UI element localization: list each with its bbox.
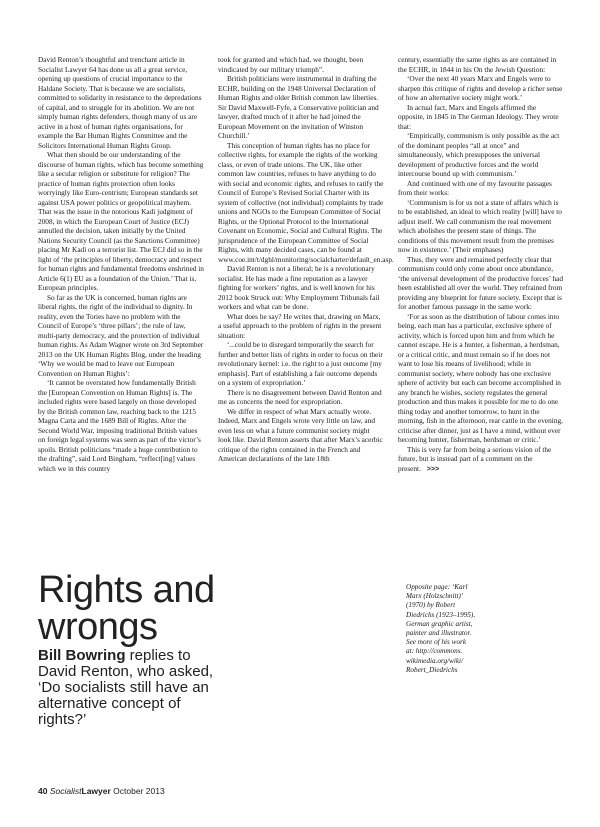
paragraph: What then should be our understanding of the discourse of human rights, which has become something like a secular religion or substitute for religion? The practice of human rights protection often looks worryingly like Euro-centrism; European standards set against USA power politics or geopolitical mayhem. That was the issue in the notorious Kadi judgment of 2008, in which the European Court of Justice (ECJ) annulled the decision, taken initially by the United Nations Security Council (as the Sanctions Committee) placing Mr Kadi on a terrorist list. The ECJ did so in the light of ‘the principles of liberty, democracy and respect for human rights and fundamental freedoms enshrined in Article 6(1) EU as a foundation of the Union.’ That is, European principles. [38,150,204,292]
caption-line: (1970) by Robert [406,601,456,610]
image-caption [406,583,526,675]
caption-line: Robert_Diedrichs [406,665,458,674]
caption-line: at: http://commons. [406,647,463,656]
paragraph: David Renton is not a liberal; he is a revolutionary socialist. He has made a fine reputation as a lawyer fighting for workers’ rights, and is well known for his 2012 book Struck out: Why Employment Tribunals fail workers and what can be done. [218,264,380,311]
paragraph [398,445,564,475]
paragraph: We differ in respect of what Marx actually wrote. Indeed, Marx and Engels wrote very little on law, and even less on what a future communist society might look like. David Renton asserts that after Marx’s acerbic critique of the rights contained in the French and American declarations of the late 18th [218,406,383,463]
caption-line: wikimedia.org/wiki/ [406,656,464,665]
paragraph: So far as the UK is concerned, human rights are liberal rights, the right of the individual to dignity. In reality, even the Tories have no problem with the Council of Europe’s ‘three pillars’; the rule of law, multi-party democracy, and the protection of individual human rights. As Adam Wagner wrote on 3rd September 2013 on the UK Human Rights Blog, under the heading ‘Why we would be mad to leave our European Convention on Human Rights’: [38,292,204,378]
column-2 [218,55,394,464]
author-name: Bill Bowring [38,647,126,664]
last-paragraph-text: This is very far from being a serious vision of the future, but is instead part of a comment on the present. [398,444,552,473]
paragraph: ‘Empirically, communism is only possible as the act of the dominant peoples “all at once” and simultaneously, which presupposes the universal development of productive forces and the world intercourse bound up with communism.’ [398,131,560,178]
paragraph: There is no disagreement between David Renton and me as concerns the need for expropriation. [218,387,382,406]
paragraph: ‘...could be to disregard temporarily the search for further and better lists of rights in order to focus on their revolutionary kernel: i.e. the right to a just outcome [my emphasis]. Part of establishing a fair outcome depends on a system of expropriation.’ [218,340,383,387]
caption-line: painter and illustrator. [406,629,472,638]
continued-marker: >>> [426,465,440,473]
page-footer [38,786,165,796]
standfirst [38,648,218,728]
caption-line: German graphic artist, [406,619,473,628]
paragraph: And continued with one of my favourite passages from their works: [398,178,552,197]
caption-line: See more of his work [406,638,467,647]
paragraph: ‘Over the next 40 years Marx and Engels were to sharpen this critique of rights and develop a richer sense of how an alternative society might work.’ [398,74,563,102]
paragraph: ‘Communism is for us not a state of affairs which is to be established, an ideal to which reality [will] have to adjust itself. We call communism the real movement which abolishes the present state of things. The conditions of this movement result from the premises now in existence.’ (Their emphases) [398,197,562,254]
magazine-name-bold: Lawyer [81,786,111,796]
paragraph: Thus, they were and remained perfectly clear that communism could only come about once abundance, ‘the universal development of the productive forces’ had been established all over the world. They refrained from providing any blueprint for future society. Except that is for another famous passage in the same work: [398,254,563,311]
paragraph: ‘It cannot be overstated how fundamentally British the [European Convention on Human Rights] is. The included rights were based largely on those developed by the British common law, reaching back to the 1215 Magna Carta and the 1689 Bill of Rights. After the Second World War, imposing traditional British values on foreign legal systems was seen as part of the victor’s spoils. British politicians “made a huge contribution to the drafting”, said Lord Bingham, “reflect[ing] values which we in this country [38,378,201,473]
column-3 [398,55,564,474]
caption-line: Marx (Holzschnitt)’ [406,592,464,601]
paragraph: took for granted and which had, we thought, been vindicated by our military triumph”. [218,55,364,74]
paragraph: David Renton’s thoughtful and trenchant article in Socialist Lawyer 64 has done us all a great service, opening up questions of crucial importance to the Haldane Society. That is because we are socialists, committed to solidarity in resistance to the depredations of capital, and to struggle for its abolition. We are not simply human rights defenders, though many of us are active in a host of human rights organisations, for example the Bar Human Rights Committee and the Solicitors International Human Rights Group. [38,55,202,150]
title-line-2: wrongs [38,606,158,648]
paragraph: ‘For as soon as the distribution of labour comes into being, each man has a particular, exclusive sphere of activity, which is forced upon him and from which he cannot escape. He is a hunter, a fisherman, a herdsman, or a critical critic, and must remain so if he does not want to lose his means of livelihood; while in communist society, where nobody has one exclusive sphere of activity but each can become accomplished in any branch he wishes, society regulates the general production and thus makes it possible for me to do one thing today and another tomorrow, to hunt in the morning, fish in the afternoon, rear cattle in the evening, criticise after dinner, just as I have a mind, without ever becoming hunter, fisherman, herdsman or critic.’ [398,311,563,444]
paragraph: British politicians were instrumental in drafting the ECHR, building on the 1948 Universal Declaration of Human Rights and older British common law liberties. Sir David Maxwell-Fyfe, a Conservative politician and lawyer, drafted much of it after he had joined the European Movement on the invitation of Winston Churchill.’ [218,74,379,140]
caption-line: Diedrichs (1923–1995), [406,610,476,619]
standfirst-text: replies to David Renton, who asked, ‘Do socialists still have an alternative concept of rights?’ [38,647,214,728]
paragraph: century, essentially the same rights as are contained in the ECHR, in 1844 in his On the Jewish Question: [398,55,557,74]
page-number: 40 [38,786,48,796]
article-body [38,55,562,480]
magazine-name-italic: Socialist [49,786,82,796]
paragraph: What does he say? He writes that, drawing on Marx, a useful approach to the problem of rights in the present situation: [218,311,382,340]
article-title [38,569,215,648]
paragraph: This conception of human rights has no place for collective rights, for example the rights of the working class, or even of trade unions. The UK, like other common law countries, refuses to have anything to do with social and economic rights, and refuses to ratify the Council of Europe’s Revised Social Charter with its system of collective (not individual) complaints by trade unions and NGOs to the European Committee of Social Rights, or the Optional Protocol to the International Covenant on Economic, Social and Cultural Rights. The jurisprudence of the European Committee of Social Rights, with many decided cases, can be found at www.coe.int/t/dghl/monitoring/socialcharter/default_en.asp. [218,140,394,264]
title-line-1: Rights and [38,569,215,611]
caption-line: Opposite page: ‘Karl [406,583,468,591]
paragraph: In actual fact, Marx and Engels affirmed the opposite, in 1845 in The German Ideology. They wrote that: [398,102,559,131]
column-1 [38,55,204,473]
issue-date: October 2013 [113,786,165,796]
